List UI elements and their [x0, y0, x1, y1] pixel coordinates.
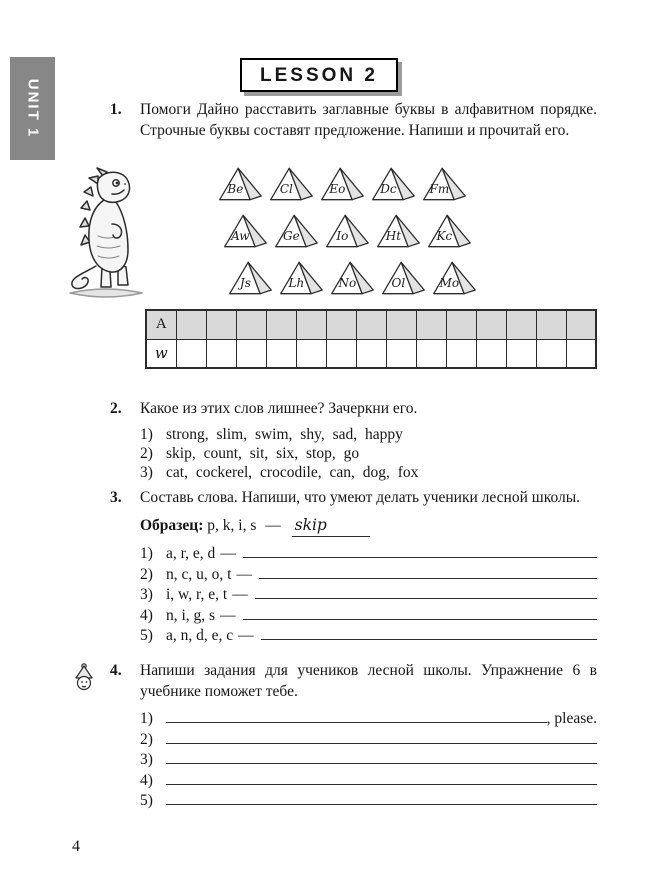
answer-cell[interactable]	[386, 310, 416, 339]
item-number: 4)	[140, 606, 153, 624]
answer-cell[interactable]	[296, 339, 326, 368]
answer-cell[interactable]	[446, 310, 476, 339]
answer-blank[interactable]	[166, 729, 597, 744]
lesson-title-label: LESSON 2	[260, 64, 378, 86]
page-number: 4	[72, 838, 80, 855]
letter-pyramid	[328, 259, 376, 297]
pyramid-letters: Aw	[231, 229, 250, 244]
answer-blank[interactable]	[166, 790, 597, 805]
answer-blank[interactable]	[166, 749, 597, 764]
odd-word-line[interactable]	[140, 463, 597, 482]
make-word-item	[140, 543, 597, 564]
answer-cell[interactable]: w	[146, 339, 176, 368]
letter-pyramid	[226, 259, 274, 297]
dino-illustration-wrap	[58, 166, 153, 312]
answer-cell[interactable]	[566, 310, 596, 339]
answer-cell[interactable]	[536, 310, 566, 339]
exercise-instruction: Какое из этих слов лишнее? Зачеркни его.	[140, 400, 418, 417]
pyramid-letters: Dc	[380, 182, 397, 197]
letters: n, i, g, s	[166, 606, 216, 624]
exercise-3	[110, 487, 597, 646]
odd-word-line[interactable]	[140, 444, 597, 463]
exercise-1	[110, 99, 597, 141]
pyramid-letters: Ol	[391, 276, 406, 291]
item-suffix: , please.	[546, 710, 597, 727]
make-word-item	[140, 564, 597, 585]
letter-pyramid	[425, 212, 473, 250]
letter-pyramid	[369, 165, 417, 203]
answer-cell[interactable]	[566, 339, 596, 368]
item-number: 1)	[140, 426, 153, 443]
answer-cell[interactable]	[446, 339, 476, 368]
exercise-instruction: Напиши задания для учеников лесной школы. Упражнение 6 в учебнике поможет тебе.	[140, 662, 597, 700]
odd-word-line[interactable]	[140, 425, 597, 444]
pyramid-letters: Fm	[429, 182, 450, 197]
dash: —	[232, 586, 248, 603]
letter-pyramid	[318, 165, 366, 203]
exercise-2	[110, 398, 597, 482]
letter-pyramid	[277, 259, 325, 297]
exercise-instruction: Помоги Дайно расставить заглавные буквы в алфавитном порядке. Строчные буквы составят предложение. Напиши и прочитай его.	[140, 101, 597, 139]
answer-blank[interactable]	[166, 708, 547, 723]
answer-cell[interactable]	[416, 310, 446, 339]
letter-pyramid	[323, 212, 371, 250]
exercise-number: 1.	[110, 101, 122, 118]
dino-illustration	[58, 166, 153, 306]
answer-blank[interactable]	[243, 605, 597, 620]
letter-pyramid	[379, 259, 427, 297]
letter-pyramid	[216, 165, 264, 203]
item-number: 3)	[140, 464, 153, 481]
word-list[interactable]: strong, slim, swim, shy, sad, happy	[166, 426, 403, 443]
pyramid-letters: Ht	[385, 229, 402, 244]
dash: —	[220, 545, 236, 562]
write-task-item	[140, 708, 597, 729]
answer-blank[interactable]	[166, 770, 597, 785]
item-number: 4)	[140, 771, 153, 789]
item-number: 2)	[140, 730, 153, 748]
dash: —	[238, 627, 254, 644]
letter-pyramid	[221, 212, 269, 250]
word-list[interactable]: cat, cockerel, crocodile, can, dog, fox	[166, 464, 419, 481]
write-task-item	[140, 790, 597, 811]
pyramid-letters: Be	[227, 182, 244, 197]
answer-cell[interactable]	[266, 310, 296, 339]
letter-pyramid	[374, 212, 422, 250]
item-number: 3)	[140, 586, 153, 603]
pyramid-grid	[216, 165, 486, 306]
pyramid-letters: Ge	[283, 229, 300, 244]
answer-cell[interactable]	[506, 310, 536, 339]
make-word-item	[140, 605, 597, 626]
answer-cell[interactable]	[476, 310, 506, 339]
pyramid-letters: Mo	[439, 276, 460, 291]
answer-cell[interactable]	[206, 339, 236, 368]
write-task-item	[140, 749, 597, 770]
letters: i, w, r, e, t	[166, 586, 228, 603]
mascot-icon-wrap	[72, 662, 96, 700]
pyramid-letters: Cl	[279, 182, 293, 197]
pyramid-letters: No	[338, 276, 357, 291]
pyramid-letters: Io	[336, 229, 349, 244]
lesson-title	[240, 58, 398, 92]
item-number: 5)	[140, 792, 153, 809]
table-row	[146, 310, 596, 339]
item-number: 3)	[140, 751, 153, 768]
table-row	[146, 339, 596, 368]
word-list[interactable]: skip, count, sit, six, stop, go	[166, 445, 360, 462]
item-number: 1)	[140, 545, 153, 562]
sample-answer: skip	[292, 514, 370, 537]
pyramid-letters: Lh	[288, 276, 305, 291]
item-number: 2)	[140, 565, 153, 583]
pyramid-letters: Js	[239, 276, 251, 291]
answer-blank[interactable]	[255, 584, 597, 599]
answer-cell[interactable]	[356, 339, 386, 368]
answer-cell[interactable]	[476, 339, 506, 368]
pyramid-letters: Eo	[329, 182, 346, 197]
answer-cell[interactable]	[386, 339, 416, 368]
answer-cell[interactable]	[356, 310, 386, 339]
answer-cell[interactable]	[206, 310, 236, 339]
pyramid-row	[221, 212, 486, 250]
letters: a, r, e, d	[166, 545, 216, 562]
pyramid-row	[216, 165, 486, 203]
item-number: 1)	[140, 710, 153, 727]
item-number: 5)	[140, 627, 153, 644]
answer-cell[interactable]	[326, 310, 356, 339]
exercise-number: 4.	[110, 662, 122, 679]
answer-table	[145, 309, 597, 369]
sample-label: Образец:	[140, 517, 204, 534]
sample-letters: p, k, i, s	[207, 517, 257, 534]
answer-cell[interactable]	[416, 339, 446, 368]
dash: —	[265, 517, 281, 534]
answer-table-wrap	[145, 309, 597, 369]
dash: —	[236, 565, 252, 583]
pyramid-row	[226, 259, 486, 297]
letters: a, n, d, e, c	[166, 627, 234, 644]
letters: n, c, u, o, t	[166, 565, 232, 583]
answer-blank[interactable]	[243, 543, 597, 558]
answer-cell[interactable]	[266, 339, 296, 368]
make-word-item	[140, 584, 597, 605]
answer-cell[interactable]	[176, 339, 206, 368]
exercise-instruction: Составь слова. Напиши, что умеют делать ученики лесной школы.	[140, 489, 581, 506]
answer-cell[interactable]	[536, 339, 566, 368]
answer-cell[interactable]	[176, 310, 206, 339]
answer-cell[interactable]	[296, 310, 326, 339]
pyramid-letters: Kc	[436, 229, 453, 244]
letter-pyramid	[272, 212, 320, 250]
answer-cell[interactable]: A	[146, 310, 176, 339]
sample-line	[140, 514, 597, 537]
writing-task-mascot-icon	[72, 662, 96, 694]
answer-cell[interactable]	[506, 339, 536, 368]
unit-tab-label: UNIT 1	[24, 78, 42, 139]
exercise-number: 3.	[110, 489, 122, 506]
unit-tab	[10, 57, 55, 160]
answer-cell[interactable]	[326, 339, 356, 368]
letter-pyramid	[430, 259, 478, 297]
dash: —	[220, 606, 236, 624]
answer-cell[interactable]	[236, 310, 266, 339]
answer-blank[interactable]	[261, 625, 597, 640]
answer-cell[interactable]	[236, 339, 266, 368]
item-number: 2)	[140, 445, 153, 462]
exercise-number: 2.	[110, 400, 122, 417]
write-task-item	[140, 729, 597, 750]
letter-pyramid	[420, 165, 468, 203]
exercise-4	[110, 660, 597, 811]
make-word-item	[140, 625, 597, 646]
write-task-item	[140, 770, 597, 791]
answer-blank[interactable]	[259, 564, 597, 579]
letter-pyramid	[267, 165, 315, 203]
